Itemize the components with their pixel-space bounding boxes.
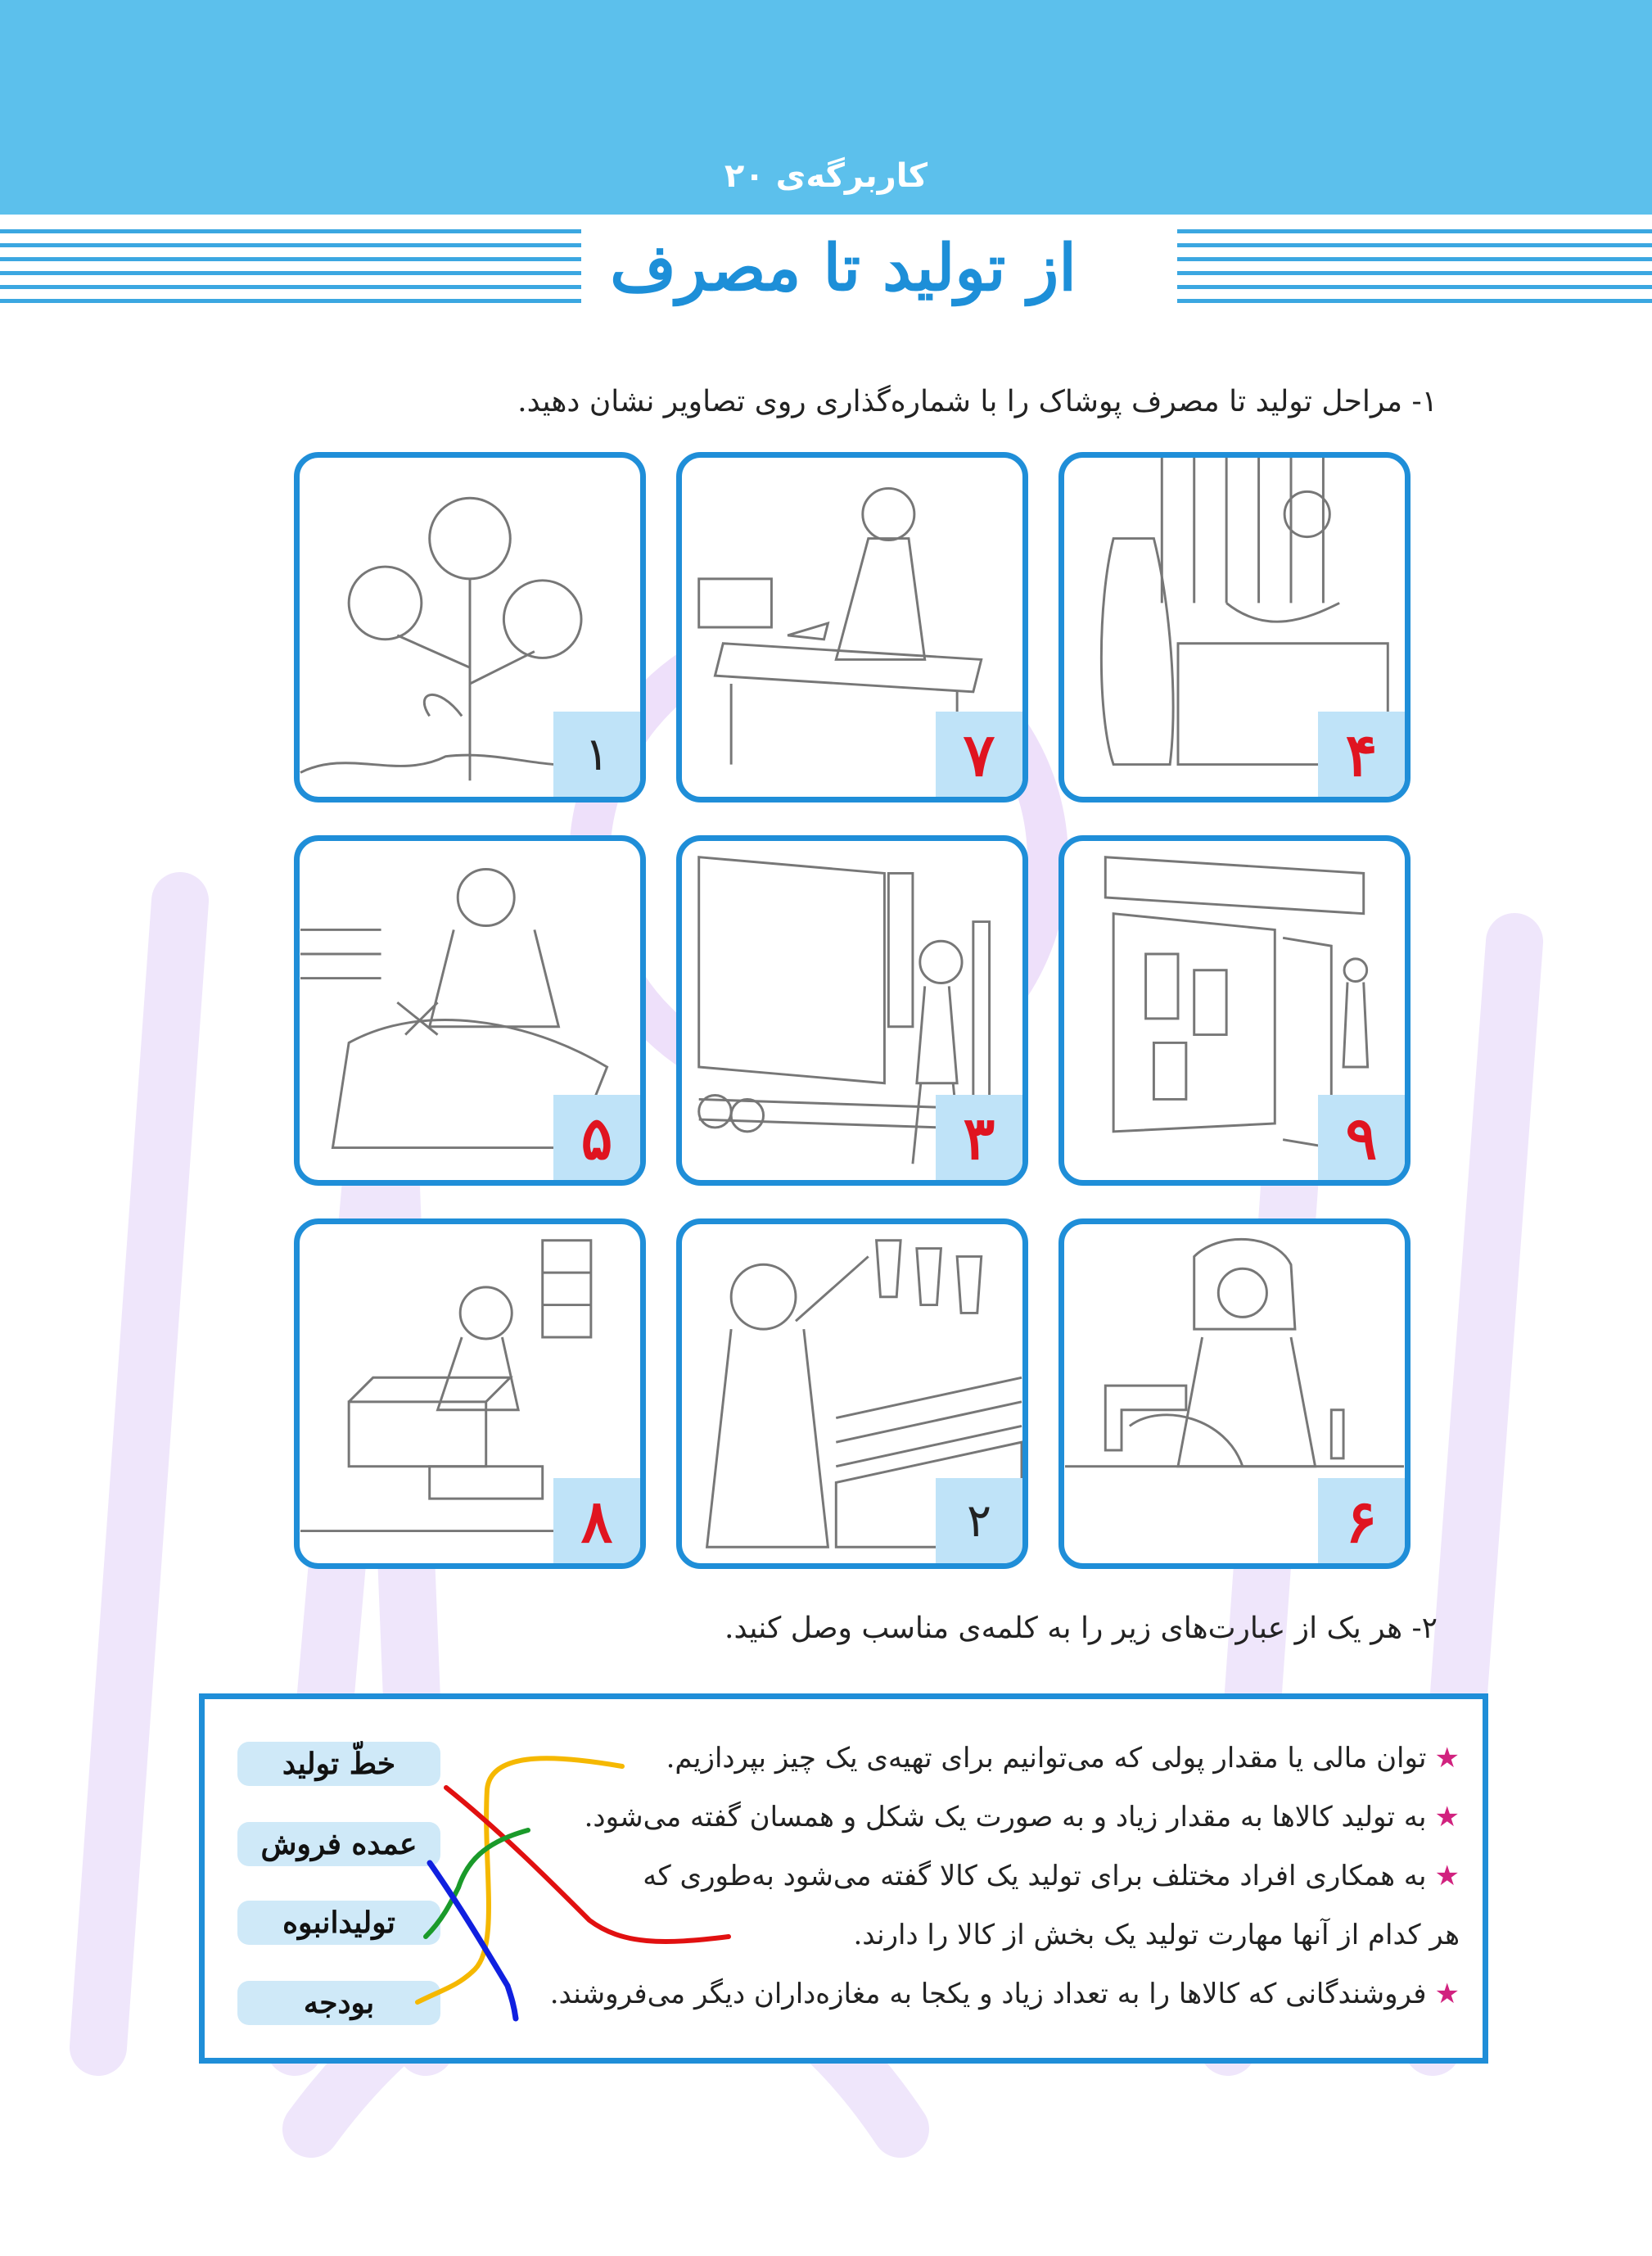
panel-clothing-store (1058, 835, 1411, 1186)
sentence-item: ★فروشندگانی که کالاها را به تعداد زیاد و یکجا به مغازه‌داران دیگر می‌فروشند. (549, 1978, 1460, 2010)
star-bullet-icon: ★ (1434, 1978, 1460, 2010)
decorative-stripes-left (0, 229, 581, 308)
panel-number-badge: ۳ (936, 1095, 1022, 1180)
exercise2-instruction: ۲- هر یک از عبارت‌های زیر را به کلمه‌ی مناسب وصل کنید. (724, 1612, 1438, 1645)
panel-packing-clothes (294, 1218, 646, 1569)
matching-exercise-box (199, 1693, 1488, 2064)
word-mass-production[interactable]: تولیدانبوه (237, 1901, 440, 1945)
panel-number-badge: ۲ (936, 1478, 1022, 1563)
panel-sewing-machine (1058, 1218, 1411, 1569)
panel-number-badge: ۴ (1318, 712, 1405, 797)
line-budget (418, 1758, 622, 2002)
panel-cotton-plant (294, 452, 646, 802)
sentence-item-continuation: هر کدام از آنها مهارت تولید یک بخش از کالا را دارند. (853, 1919, 1460, 1951)
word-budget[interactable]: بودجه (237, 1981, 440, 2025)
word-wholesaler[interactable]: عمده فروش (237, 1822, 440, 1866)
page-title: از تولید تا مصرف (610, 231, 1077, 305)
panel-number-badge: ۸ (553, 1478, 640, 1563)
star-bullet-icon: ★ (1434, 1742, 1460, 1775)
panel-fabric-shop (1058, 452, 1411, 802)
decorative-stripes-right (1177, 229, 1652, 308)
panel-cutting-fabric (294, 835, 646, 1186)
sentence-item: ★به تولید کالاها به مقدار زیاد و به صورت یک شکل و همسان گفته می‌شود. (584, 1801, 1460, 1833)
workshop-label: کاربرگه‌ی ۲۰ (724, 157, 928, 195)
star-bullet-icon: ★ (1434, 1801, 1460, 1833)
panel-spinning-yarn (676, 1218, 1028, 1569)
panel-number-badge: ۶ (1318, 1478, 1405, 1563)
word-production-line[interactable]: خطّ تولید (237, 1742, 440, 1786)
panel-ironing (676, 452, 1028, 802)
sentence-item: ★به همکاری افراد مختلف برای تولید یک کالا گفته می‌شود به‌طوری که (643, 1860, 1460, 1892)
panel-number-badge: ۵ (553, 1095, 640, 1180)
sentence-item: ★توان مالی یا مقدار پولی که می‌توانیم برای تهیه‌ی یک چیز بپردازیم. (666, 1742, 1460, 1775)
line-wholesaler (430, 1863, 516, 2019)
star-bullet-icon: ★ (1434, 1860, 1460, 1892)
line-mass-production (426, 1830, 528, 1937)
panel-number-badge: ۷ (936, 712, 1022, 797)
panel-number-badge: ۱ (553, 712, 640, 797)
panel-number-badge: ۹ (1318, 1095, 1405, 1180)
panel-textile-machine (676, 835, 1028, 1186)
exercise1-instruction: ۱- مراحل تولید تا مصرف پوشاک را با شماره‌گذاری روی تصاویر نشان دهید. (517, 385, 1438, 418)
